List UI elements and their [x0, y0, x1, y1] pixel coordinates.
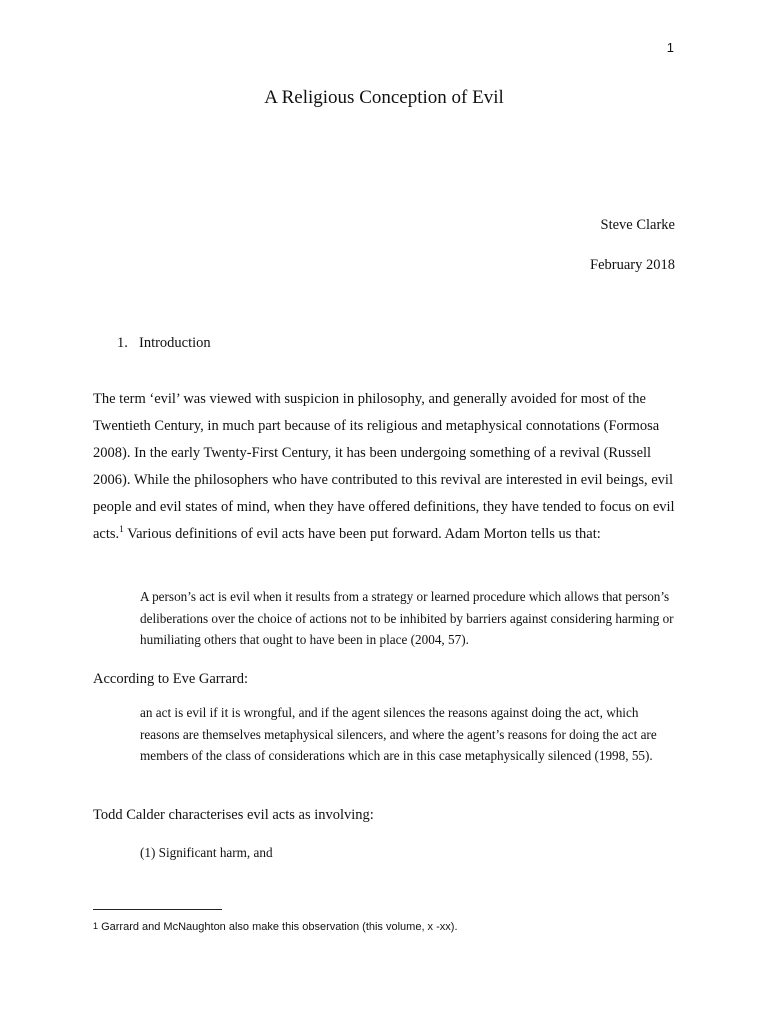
page-number: 1: [666, 40, 674, 55]
block-quote-garrard: an act is evil if it is wrongful, and if the agent silences the reasons against doing the act, which reasons are themselves metaphysical silencers, and where the agent’s reasons for doing the act are members of the class of considerations which are in this case metaphysically silenced (1998, 55).: [140, 705, 657, 763]
paragraph-garrard: According to Eve Garrard:: [93, 671, 249, 687]
publication-date: February 2018: [590, 257, 675, 273]
footnote-divider: [93, 909, 222, 910]
paper-title: A Religious Conception of Evil: [264, 87, 504, 108]
section-title: Introduction: [139, 335, 211, 351]
list-item: (1) Significant harm, and: [140, 845, 273, 860]
section-heading: [117, 335, 211, 352]
footnote: [93, 919, 675, 935]
paragraph-text: The term ‘evil’ was viewed with suspicion in philosophy, and generally avoided for most of the Twentieth Century, in much part because of its religious and metaphysical connotations (Formosa 2008). In the early Twenty-First Century, it has been undergoing something of a revival (Russell 2006). While the philosophers who have contributed to this revival are interested in evil beings, evil people and evil states of mind, when they have offered definitions, they have tended to focus on evil acts.: [93, 391, 675, 542]
block-quote-morton: A person’s act is evil when it results from a strategy or learned procedure which allows that person’s deliberations over the choice of actions not to be inhibited by barriers against considering harming or humiliating others that ought to have been in place (2004, 57).: [140, 589, 674, 647]
author-name: Steve Clarke: [600, 217, 675, 233]
paragraph-intro: [93, 386, 675, 548]
paragraph-text: Various definitions of evil acts have been put forward. Adam Morton tells us that:: [123, 526, 601, 542]
paragraph-calder: Todd Calder characterises evil acts as involving:: [93, 807, 374, 823]
section-number: 1.: [117, 335, 128, 351]
footnote-text: Garrard and McNaughton also make this observation (this volume, x -xx).: [98, 921, 458, 933]
footnote-reference: 1: [119, 525, 124, 536]
footnote-mark: 1: [93, 921, 99, 931]
